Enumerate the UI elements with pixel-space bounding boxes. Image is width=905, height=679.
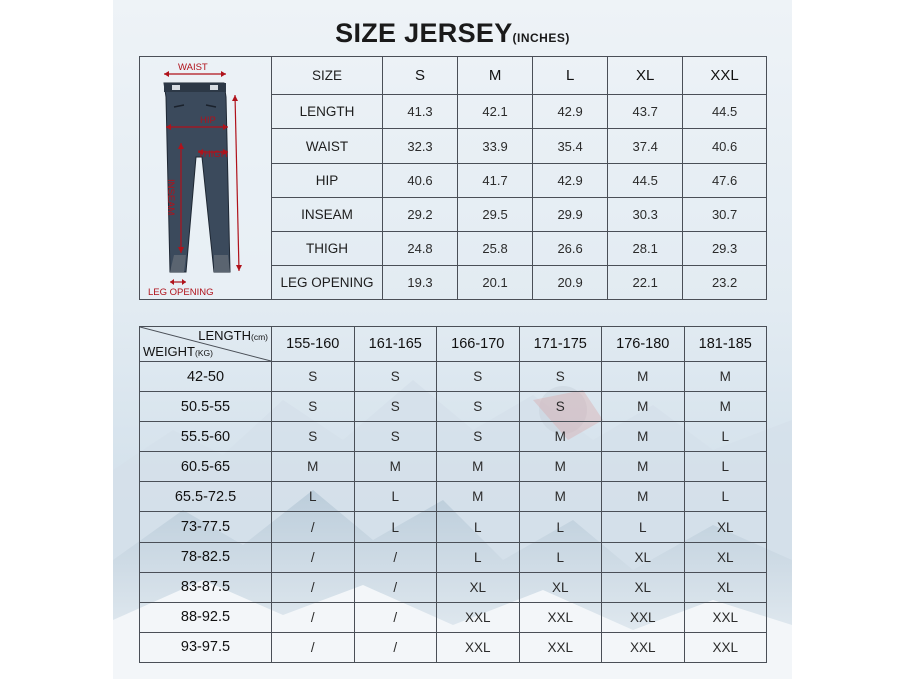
diagram-label-waist: WAIST bbox=[178, 62, 208, 73]
size-header-cell: M bbox=[458, 57, 533, 95]
size-header-cell: XXL bbox=[683, 57, 767, 95]
measurement-value: 40.6 bbox=[683, 129, 767, 163]
corner-weight-label bbox=[143, 344, 213, 359]
recommended-size-cell: L bbox=[684, 452, 767, 482]
fit-row bbox=[140, 602, 767, 632]
recommended-size-cell: XXL bbox=[602, 602, 685, 632]
recommended-size-cell: M bbox=[602, 392, 685, 422]
measurement-value: 29.9 bbox=[533, 197, 608, 231]
measurement-label: THIGH bbox=[272, 231, 383, 265]
corner-length-text: LENGTH bbox=[198, 328, 251, 343]
fit-row bbox=[140, 572, 767, 602]
title-main: SIZE JERSEY bbox=[335, 18, 513, 48]
measurement-value: 42.9 bbox=[533, 163, 608, 197]
recommended-size-cell: L bbox=[684, 482, 767, 512]
fit-corner-cell bbox=[140, 327, 272, 362]
measurement-value: 40.6 bbox=[383, 163, 458, 197]
size-chart-panel bbox=[113, 0, 792, 679]
weight-label: 73-77.5 bbox=[140, 512, 272, 542]
recommended-size-cell: S bbox=[519, 392, 602, 422]
recommended-size-cell: XL bbox=[684, 512, 767, 542]
measurement-value: 43.7 bbox=[608, 95, 683, 129]
recommended-size-cell: XXL bbox=[437, 632, 520, 662]
recommended-size-cell: M bbox=[437, 482, 520, 512]
recommended-size-cell: / bbox=[354, 572, 437, 602]
size-header-cell: L bbox=[533, 57, 608, 95]
recommended-size-cell: XXL bbox=[519, 602, 602, 632]
measurement-value: 28.1 bbox=[608, 231, 683, 265]
diagram-label-thigh: THIGH bbox=[198, 149, 228, 160]
measurement-value: 42.1 bbox=[458, 95, 533, 129]
measurement-value: 25.8 bbox=[458, 231, 533, 265]
recommended-size-cell: M bbox=[602, 422, 685, 452]
recommended-size-cell: S bbox=[272, 362, 355, 392]
measurement-value: 44.5 bbox=[683, 95, 767, 129]
weight-label: 55.5-60 bbox=[140, 422, 272, 452]
recommended-size-cell: S bbox=[437, 362, 520, 392]
diagram-label-inseam: INSEAM bbox=[165, 179, 176, 216]
recommended-size-cell: M bbox=[602, 482, 685, 512]
measurement-value: 33.9 bbox=[458, 129, 533, 163]
weight-label: 88-92.5 bbox=[140, 602, 272, 632]
measurement-value: 30.7 bbox=[683, 197, 767, 231]
recommended-size-cell: L bbox=[354, 482, 437, 512]
pants-diagram-icon bbox=[140, 57, 271, 301]
recommended-size-cell: / bbox=[354, 602, 437, 632]
recommended-size-cell: M bbox=[519, 482, 602, 512]
corner-weight-unit: (KG) bbox=[195, 348, 213, 358]
measurement-value: 32.3 bbox=[383, 129, 458, 163]
recommended-size-cell: XXL bbox=[684, 632, 767, 662]
measurement-value: 20.1 bbox=[458, 265, 533, 299]
fit-header-row bbox=[140, 327, 767, 362]
measurement-header-row bbox=[140, 57, 767, 95]
corner-length-label bbox=[198, 328, 268, 343]
recommended-size-cell: M bbox=[684, 362, 767, 392]
recommended-size-cell: L bbox=[437, 542, 520, 572]
measurement-value: 41.3 bbox=[383, 95, 458, 129]
recommended-size-cell: L bbox=[519, 542, 602, 572]
recommended-size-cell: XL bbox=[602, 542, 685, 572]
pants-diagram bbox=[140, 57, 272, 300]
weight-label: 93-97.5 bbox=[140, 632, 272, 662]
recommended-size-cell: M bbox=[354, 452, 437, 482]
height-header-cell: 171-175 bbox=[519, 327, 602, 362]
height-header-cell: 166-170 bbox=[437, 327, 520, 362]
recommended-size-cell: M bbox=[602, 452, 685, 482]
height-header-cell: 181-185 bbox=[684, 327, 767, 362]
weight-label: 78-82.5 bbox=[140, 542, 272, 572]
recommended-size-cell: / bbox=[272, 542, 355, 572]
recommended-size-cell: / bbox=[354, 542, 437, 572]
recommended-size-cell: L bbox=[272, 482, 355, 512]
recommended-size-cell: / bbox=[272, 632, 355, 662]
recommended-size-cell: S bbox=[437, 422, 520, 452]
measurement-value: 47.6 bbox=[683, 163, 767, 197]
measurement-value: 19.3 bbox=[383, 265, 458, 299]
recommended-size-cell: L bbox=[684, 422, 767, 452]
size-header-cell: S bbox=[383, 57, 458, 95]
diagram-label-leg-opening: LEG OPENING bbox=[148, 287, 214, 298]
recommended-size-cell: XXL bbox=[437, 602, 520, 632]
measurement-value: 20.9 bbox=[533, 265, 608, 299]
recommended-size-cell: L bbox=[354, 512, 437, 542]
fit-row bbox=[140, 422, 767, 452]
fit-row bbox=[140, 512, 767, 542]
size-recommendation-table bbox=[139, 326, 767, 663]
recommended-size-cell: XXL bbox=[602, 632, 685, 662]
recommended-size-cell: M bbox=[519, 452, 602, 482]
measurement-value: 24.8 bbox=[383, 231, 458, 265]
recommended-size-cell: L bbox=[437, 512, 520, 542]
measurement-value: 44.5 bbox=[608, 163, 683, 197]
recommended-size-cell: XL bbox=[684, 542, 767, 572]
height-header-cell: 161-165 bbox=[354, 327, 437, 362]
recommended-size-cell: S bbox=[354, 392, 437, 422]
recommended-size-cell: M bbox=[684, 392, 767, 422]
recommended-size-cell: M bbox=[602, 362, 685, 392]
recommended-size-cell: S bbox=[272, 422, 355, 452]
height-header-cell: 155-160 bbox=[272, 327, 355, 362]
weight-label: 65.5-72.5 bbox=[140, 482, 272, 512]
recommended-size-cell: XXL bbox=[684, 602, 767, 632]
recommended-size-cell: XL bbox=[602, 572, 685, 602]
recommended-size-cell: / bbox=[272, 512, 355, 542]
recommended-size-cell: XL bbox=[519, 572, 602, 602]
measurement-label: LENGTH bbox=[272, 95, 383, 129]
fit-row bbox=[140, 542, 767, 572]
recommended-size-cell: S bbox=[437, 392, 520, 422]
recommended-size-cell: S bbox=[272, 392, 355, 422]
recommended-size-cell: M bbox=[519, 422, 602, 452]
measurement-label: HIP bbox=[272, 163, 383, 197]
measurement-table bbox=[139, 56, 767, 300]
measurement-value: 23.2 bbox=[683, 265, 767, 299]
diagram-label-hip: HIP bbox=[200, 115, 216, 126]
fit-row bbox=[140, 632, 767, 662]
recommended-size-cell: XXL bbox=[519, 632, 602, 662]
recommended-size-cell: / bbox=[272, 602, 355, 632]
recommended-size-cell: L bbox=[519, 512, 602, 542]
recommended-size-cell: S bbox=[519, 362, 602, 392]
height-header-cell: 176-180 bbox=[602, 327, 685, 362]
measurement-value: 42.9 bbox=[533, 95, 608, 129]
fit-row bbox=[140, 392, 767, 422]
size-header-label: SIZE bbox=[272, 57, 383, 95]
measurement-value: 22.1 bbox=[608, 265, 683, 299]
fit-row bbox=[140, 482, 767, 512]
fit-row bbox=[140, 362, 767, 392]
measurement-value: 26.6 bbox=[533, 231, 608, 265]
weight-label: 42-50 bbox=[140, 362, 272, 392]
corner-length-unit: (cm) bbox=[251, 332, 268, 342]
measurement-label: WAIST bbox=[272, 129, 383, 163]
measurement-value: 29.5 bbox=[458, 197, 533, 231]
recommended-size-cell: S bbox=[354, 422, 437, 452]
weight-label: 83-87.5 bbox=[140, 572, 272, 602]
recommended-size-cell: / bbox=[354, 632, 437, 662]
recommended-size-cell: S bbox=[354, 362, 437, 392]
page-title bbox=[113, 18, 792, 49]
measurement-label: INSEAM bbox=[272, 197, 383, 231]
size-header-cell: XL bbox=[608, 57, 683, 95]
measurement-value: 30.3 bbox=[608, 197, 683, 231]
measurement-value: 29.3 bbox=[683, 231, 767, 265]
measurement-label: LEG OPENING bbox=[272, 265, 383, 299]
fit-row bbox=[140, 452, 767, 482]
recommended-size-cell: M bbox=[272, 452, 355, 482]
title-unit: (INCHES) bbox=[512, 31, 570, 45]
measurement-value: 29.2 bbox=[383, 197, 458, 231]
recommended-size-cell: XL bbox=[684, 572, 767, 602]
recommended-size-cell: / bbox=[272, 572, 355, 602]
recommended-size-cell: M bbox=[437, 452, 520, 482]
weight-label: 60.5-65 bbox=[140, 452, 272, 482]
measurement-value: 35.4 bbox=[533, 129, 608, 163]
recommended-size-cell: L bbox=[602, 512, 685, 542]
weight-label: 50.5-55 bbox=[140, 392, 272, 422]
measurement-value: 37.4 bbox=[608, 129, 683, 163]
corner-weight-text: WEIGHT bbox=[143, 344, 195, 359]
recommended-size-cell: XL bbox=[437, 572, 520, 602]
measurement-value: 41.7 bbox=[458, 163, 533, 197]
